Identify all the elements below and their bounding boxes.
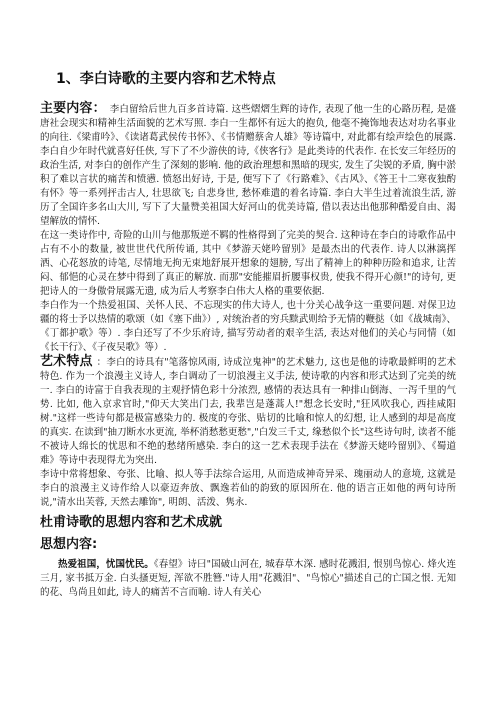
main-content-text: 李白留给后世九百多首诗篇. 这些熠熠生辉的诗作, 表现了他一生的心路历程, 是盛唐社会现实和精神生活面貌的艺术写照. 李白一生都怀有远大的抱负, 他毫不掩饰地表达对功名事业的向往.《梁甫吟》、《读诸葛武侯传书怀》、《书情赠蔡舍人雄》等诗篇中, 对此都有绘声绘色的展露. 李白自少年时代就喜好任侠, 写下了不少游侠的诗,《侠客行》是此类诗的代表作. 在长安三年经历的政治生活, 对李白的创作产生了深刻的影响. 他的政治理想和黑暗的现实, 发生了尖锐的矛盾, 胸中淤积了难以言状的痛苦和愤懑. 愤怒出好诗, 于是, 便写下了《行路难》、《古风》、《答王十二寒夜独酌有怀》等一系列抨击古人, 壮思欲飞; 自悲身世, 愁怀难遣的着名诗篇. 李白大半生过着流浪生活, 游历了全国许多名山大川, 写下了大量赞美祖国大好河山的优美诗篇, 借以表达出他那种酷爱自由、渴望解放的情怀. (40, 104, 456, 227)
patriotism-lead: 热爱祖国，忧国忧民。 (58, 559, 154, 570)
thought-content-colon: : (92, 537, 98, 552)
art-features-paragraph-2: 李诗中常将想象、夸张、比喻、拟人等手法综合运用, 从而造成神奇异采、瑰丽动人的意境, 这就是李白的浪漫主义诗作给人以豪迈奔放、飘逸若仙的韵致的原因所在. 他的语言正如他的两句诗所说,"清水出芙蓉, 天然去雕饰", 明朗、活泼、隽永. (40, 469, 456, 508)
main-content-label: 主要内容： (40, 101, 106, 116)
main-content-paragraph-2: 在这一类诗作中, 奇险的山川与他那叛逆不羁的性格得到了完美的契合. 这种诗在李白的诗歌作品中占有不小的数量, 被世世代代所传诵, 其中《梦游天姥吟留别》是最杰出的代表作. 诗人以淋漓挥洒、心花怒放的诗笔, 尽情地无拘无束地舒展开想象的翅膀, 写出了精神上的种种历险和追求, 让苦闷、郁悒的心灵在梦中得到了真正的解放. 而那"安能摧眉折腰事权贵, 使我不得开心颜!"的诗句, 更把诗人的一身傲骨展露无遗, 成为后人考察李白伟大人格的重要依据. (40, 230, 456, 297)
main-content-paragraph (40, 102, 456, 229)
thought-content-heading (40, 536, 456, 554)
art-features-colon: ： (96, 357, 107, 368)
art-features-text: 李白的诗具有"笔落惊风雨, 诗成泣鬼神"的艺术魅力, 这也是他的诗歌最鲜明的艺术特色. 作为一个浪漫主义诗人, 李白调动了一切浪漫主义手法, 使诗歌的内容和形式达到了完美的统一. 李白的诗富于自我表现的主观抒情色彩十分浓烈, 感情的表达具有一种排山倒海、一泻千里的气势. 比如, 他入京求官时,"仰天大笑出门去, 我辈岂是蓬蒿人!"想念长安时,"狂风吹我心, 西挂咸阳树."这样一些诗句都是极富感染力的. 极度的夸张、贴切的比喻和惊人的幻想, 让人感到的却是高度的真实. 在读到"抽刀断水水更流, 举杯消愁愁更愁","白发三千丈, 缘愁似个长"这些诗句时, 读者不能不被诗人绵长的忧思和不绝的愁绪所感染. 李白的这一艺术表现手法在《梦游天姥吟留别》、《蜀道难》等诗中表现得尤为突出. (40, 357, 456, 466)
main-content-paragraph-3: 李白作为一个热爱祖国、关怀人民、不忘现实的伟大诗人, 也十分关心战争这一重要问题. 对保卫边疆的将士予以热情的歌颂（如《塞下曲》）, 对统治者的穷兵黩武则给予无情的鞭挞（如《战城南》、《丁都护歌》等）. 李白还写了不少乐府诗, 描写劳动者的艰辛生活, 表达对他们的关心与同情（如《长干行》、《子夜吴歌》等）. (40, 300, 456, 353)
thought-content-text: 《春望》诗曰"国破山河在, 城春草木深. 感时花溅泪, 恨别鸟惊心. 烽火连三月, 家书抵万金. 白头搔更短, 浑欲不胜簪."诗人用"花溅泪"、"鸟惊心"描述自己的亡国之恨. 无知的花、鸟尚且如此, 诗人的痛苦不言而喻. 诗人有关心 (40, 559, 456, 598)
thought-content-paragraph (40, 558, 456, 600)
thought-content-label: 思想内容 (40, 537, 93, 552)
section-heading-libai: 1、李白诗歌的主要内容和艺术特点 (56, 71, 276, 87)
art-features-paragraph (40, 355, 456, 468)
section-heading-dufu: 杜甫诗歌的思想内容和艺术成就 (40, 515, 223, 530)
art-features-label: 艺术特点 (40, 354, 93, 369)
